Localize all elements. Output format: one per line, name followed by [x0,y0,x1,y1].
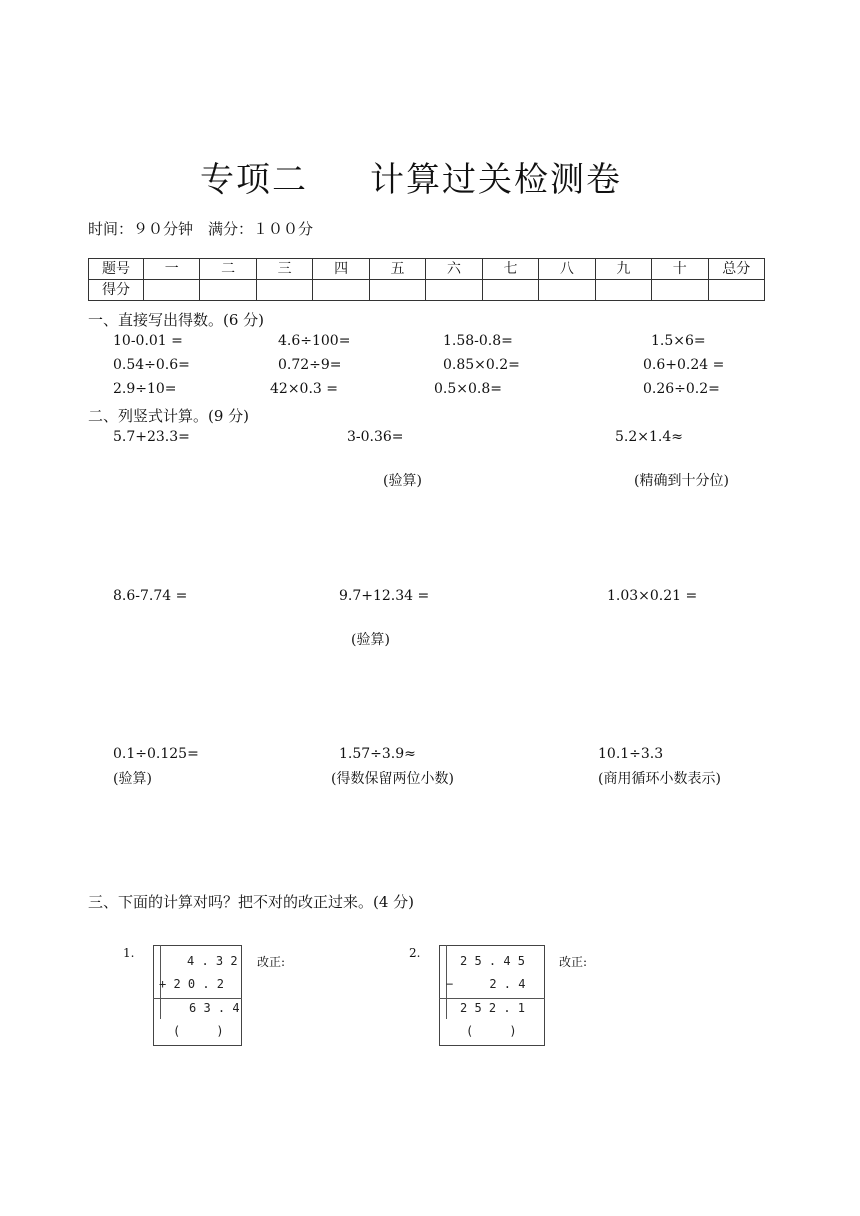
problem-number: 1. [123,946,135,960]
score-cell[interactable] [595,280,651,301]
vertical-calc-note: (验算) [383,473,422,489]
score-cell[interactable] [144,280,200,301]
vertical-calc-expr: 5.2×1.4≈ [615,429,683,445]
judge-blank[interactable]: ( ) [466,1024,517,1038]
vertical-calc-note: (验算) [113,771,152,787]
section1-heading: 一、直接写出得数。(6 分) [88,311,265,329]
vertical-calc-expr: 10.1÷3.3 [598,746,664,762]
score-table-header: 三 [256,259,312,280]
mental-math-item: 0.72÷9= [278,357,342,373]
score-table-header: 七 [482,259,538,280]
section3-heading: 三、下面的计算对吗？把不对的改正过来。(4 分) [88,893,415,911]
score-cell[interactable] [426,280,482,301]
score-cell[interactable] [482,280,538,301]
score-table-header: 题号 [89,259,144,280]
score-table-header: 总分 [708,259,764,280]
calc-line: + 2 0 . 2 [159,977,225,991]
judge-blank[interactable]: ( ) [173,1024,224,1038]
score-cell[interactable] [652,280,708,301]
mental-math-item: 2.9÷10= [113,381,177,397]
score-row-label: 得分 [89,280,144,301]
mental-math-item: 0.26÷0.2= [643,381,720,397]
mental-math-item: 42×0.3 = [270,381,338,397]
vertical-calc-expr: 1.57÷3.9≈ [339,746,416,762]
box-divider [153,998,242,999]
calc-result: 6 3 . 4 [189,1001,240,1015]
box-divider [439,998,545,999]
mental-math-item: 4.6÷100= [278,333,351,349]
fix-label: 改正: [257,955,286,969]
exam-meta: 时间：９０分钟 满分：１００分 [88,220,314,238]
vertical-calc-expr: 9.7+12.34 = [339,588,430,604]
page-title-part1: 专项二 [200,160,308,200]
calc-line: − 2 . 4 [446,977,526,991]
score-cell[interactable] [539,280,595,301]
score-cell[interactable] [708,280,764,301]
vertical-calc-note: (得数保留两位小数) [331,771,454,787]
vertical-calc-expr: 0.1÷0.125= [113,746,199,762]
vertical-calc-note: (验算) [351,632,390,648]
score-table [88,258,765,301]
vertical-calc-expr: 5.7+23.3= [113,429,190,445]
fix-label: 改正: [559,955,588,969]
mental-math-item: 1.5×6= [651,333,706,349]
score-table-header: 四 [313,259,369,280]
mental-math-item: 1.58-0.8= [443,333,513,349]
score-cell[interactable] [200,280,256,301]
vertical-calc-note: (精确到十分位) [634,473,729,489]
section2-heading: 二、列竖式计算。(9 分) [88,407,250,425]
score-table-header: 六 [426,259,482,280]
score-table-header: 五 [369,259,425,280]
score-cell[interactable] [256,280,312,301]
mental-math-item: 0.85×0.2= [443,357,520,373]
mental-math-item: 0.5×0.8= [434,381,502,397]
vertical-calc-expr: 3-0.36= [347,429,404,445]
mental-math-item: 0.6+0.24 = [643,357,725,373]
calc-line: 4 . 3 2 [187,954,238,968]
page-title-part2: 计算过关检测卷 [370,160,622,200]
mental-math-item: 0.54÷0.6= [113,357,190,373]
score-table-score-row [89,280,765,301]
score-table-header: 十 [652,259,708,280]
vertical-calc-note: (商用循环小数表示) [598,771,721,787]
score-cell[interactable] [313,280,369,301]
calc-line: 2 5 . 4 5 [460,954,526,968]
score-table-header: 一 [144,259,200,280]
score-table-header-row [89,259,765,280]
vertical-calc-expr: 1.03×0.21 = [607,588,698,604]
problem-number: 2. [409,946,421,960]
vertical-calc-expr: 8.6-7.74 = [113,588,188,604]
mental-math-item: 10-0.01 = [113,333,183,349]
calc-result: 2 5 2 . 1 [460,1001,526,1015]
score-table-header: 二 [200,259,256,280]
score-cell[interactable] [369,280,425,301]
score-table-header: 八 [539,259,595,280]
score-table-header: 九 [595,259,651,280]
